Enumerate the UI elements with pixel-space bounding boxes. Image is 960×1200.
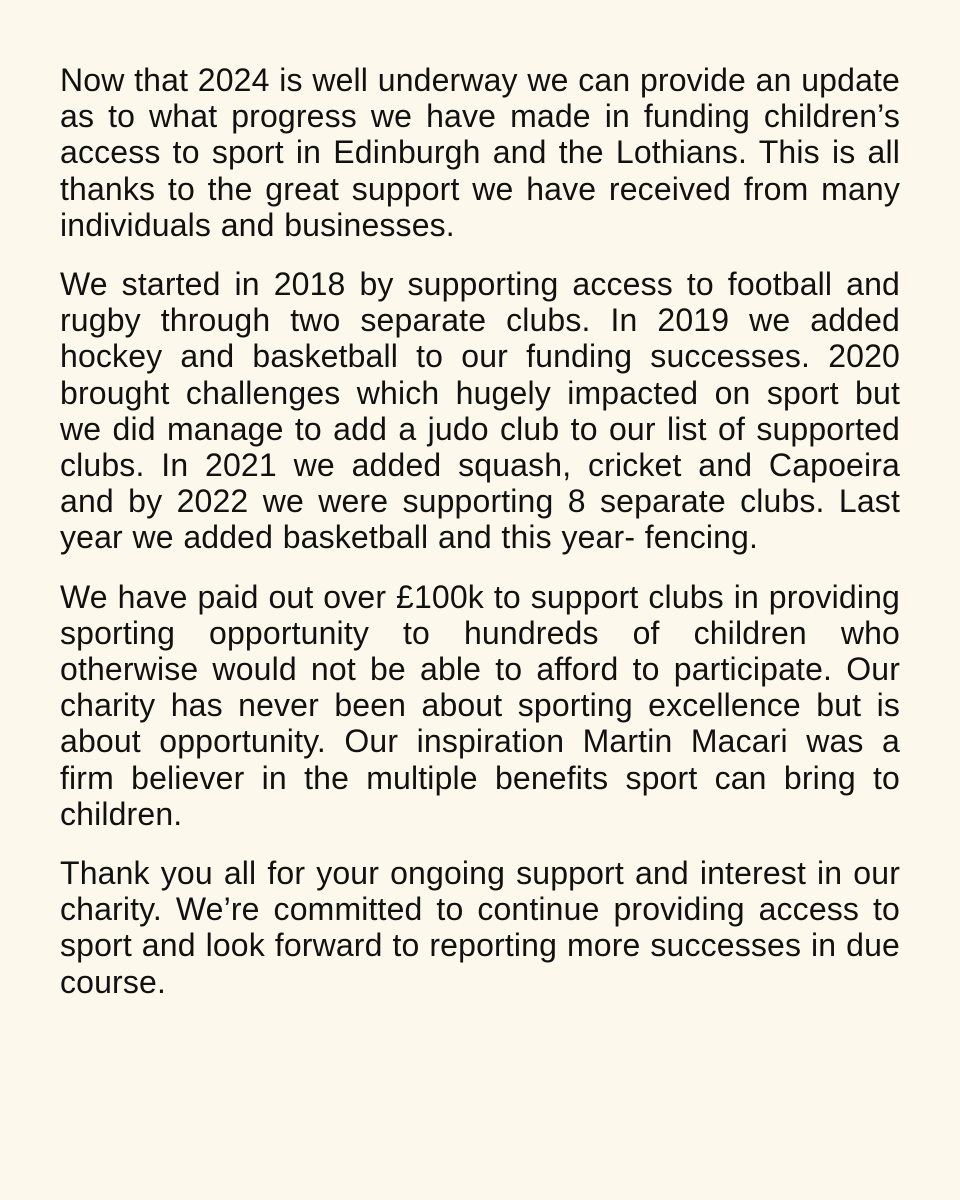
impact-paragraph: We have paid out over £100k to support clubs in providing sporting opportunity to hundreds of children who otherwise would not be able to afford to participate. Our charity has never been about sporting excellence but is about opportunity. Our inspiration Martin Macari was a firm believer in the multiple benefits sport can bring to children. — [60, 578, 900, 832]
thank-you-paragraph: Thank you all for your ongoing support and interest in our charity. We’re committed to continue providing access to sport and look forward to reporting more successes in due course. — [60, 855, 900, 1000]
history-paragraph: We started in 2018 by supporting access to football and rugby through two separate clubs. In 2019 we added hockey and basketball to our funding successes. 2020 brought challenges which hugely impacted on sport but we did manage to add a judo club to our list of supported clubs. In 2021 we added squash, cricket and Capoeira and by 2022 we were supporting 8 separate clubs. Last year we added basketball and this year- fencing. — [60, 266, 900, 556]
intro-paragraph: Now that 2024 is well underway we can provide an update as to what progress we have made in funding children’s access to sport in Edinburgh and the Lothians. This is all thanks to the great support we have received from many individuals and businesses. — [60, 62, 900, 243]
